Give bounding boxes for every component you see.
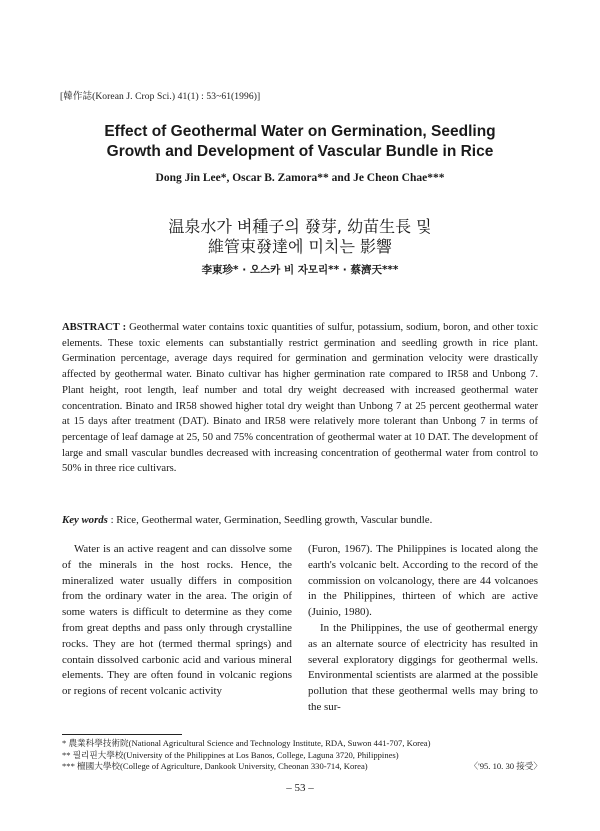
author-list: Dong Jin Lee*, Oscar B. Zamora** and Je Cheon Chae*** <box>155 172 445 184</box>
keywords <box>62 514 538 526</box>
body-paragraph: (Furon, 1967). The Philippines is located along the earth's volcanic belt. According to the record of the commission on volcanology, there are 44 volcanoes in the Philippines, thirteen of which are active (Juinio, 1980). <box>308 543 538 619</box>
body-column-right <box>308 542 538 716</box>
paper-title <box>40 122 560 162</box>
footnote-affiliation-2: ** 필리핀大學校(University of the Philippines at Los Banos, College, Laguna 3720, Philippines) <box>62 749 399 760</box>
footnotes <box>62 738 542 773</box>
footnote-affiliation-3 <box>62 761 542 773</box>
footnote-affiliation-3-text: *** 檀國大學校(College of Agriculture, Dankook University, Cheonan 330-714, Korea) <box>62 761 368 772</box>
received-date: 〈'95. 10. 30 接受〉 <box>469 761 542 772</box>
footnote-divider <box>62 734 182 735</box>
korean-author-list: 李東珍* · 오스카 비 자모리** · 蔡濟天*** <box>201 264 399 276</box>
body-paragraph: Water is an active reagent and can dissolve some of the minerals in the host rocks. Hence, the mineralized water usually differs in composition from the ordinary water in the area. The origin of some waters is difficult to determine as they come from great depths and pass only through crystalline rocks. They are hot (termed thermal springs) and contain dissolved carbonic acid and various mineral elements. They are often found in volcanic regions or regions of recent volcanic activity <box>62 543 292 698</box>
keywords-text: : Rice, Geothermal water, Germination, Seedling growth, Vascular bundle. <box>107 514 433 526</box>
body-column-left <box>62 542 292 700</box>
keywords-label: Key words <box>62 514 108 526</box>
title-line-2: Growth and Development of Vascular Bundle in Rice <box>106 143 494 160</box>
korean-title-line-2: 維管束發達에 미치는 影響 <box>208 237 392 256</box>
korean-title-line-1: 温泉水가 벼種子의 發芽, 幼苗生長 및 <box>168 217 432 236</box>
korean-title <box>40 217 560 257</box>
abstract <box>62 320 538 477</box>
title-line-1: Effect of Geothermal Water on Germination, Seedling <box>104 123 496 140</box>
body-paragraph: In the Philippines, the use of geothermal energy as an alternate source of electricity has resulted in several exploratory diggings for geothermal wells. Environmental scientists are alarmed at the possible pollution that these geothermal wells may bring to the sur- <box>308 621 538 713</box>
journal-citation: [韓作誌(Korean J. Crop Sci.) 41(1) : 53~61(1996)] <box>60 92 261 102</box>
page-number: – 53 – <box>286 782 314 794</box>
abstract-label: ABSTRACT : <box>62 322 127 333</box>
footnote-affiliation-1: * 農業科學技術院(National Agricultural Science and Technology Institute, RDA, Suwon 441-707, Korea) <box>62 738 431 748</box>
abstract-text: Geothermal water contains toxic quantities of sulfur, potassium, sodium, boron, and other toxic elements. These toxic elements can substantially restrict germination and seedling growth in rice plant. Germination percentage, average days required for germination and germination velocity were drastically affected by geothermal water. Binato cultivar has higher germination rate compared to IR58 and Unbong 7. Plant height, root length, leaf number and total dry weight decreased with increased geothermal water concentration. Binato and IR58 showed higher total dry weight than Unbong 7 at 25 percent geothermal water at 15 days after treatment (DAT). Binato and IR58 were relatively more tolerant than Unbong 7 in terms of percentage of leaf damage at 25, 50 and 75% concentration of geothermal water at 10 DAT. The development of large and small vascular bundles decreased with increasing concentration of geothermal water from control to 50% in three rice cultivars. <box>62 322 538 475</box>
